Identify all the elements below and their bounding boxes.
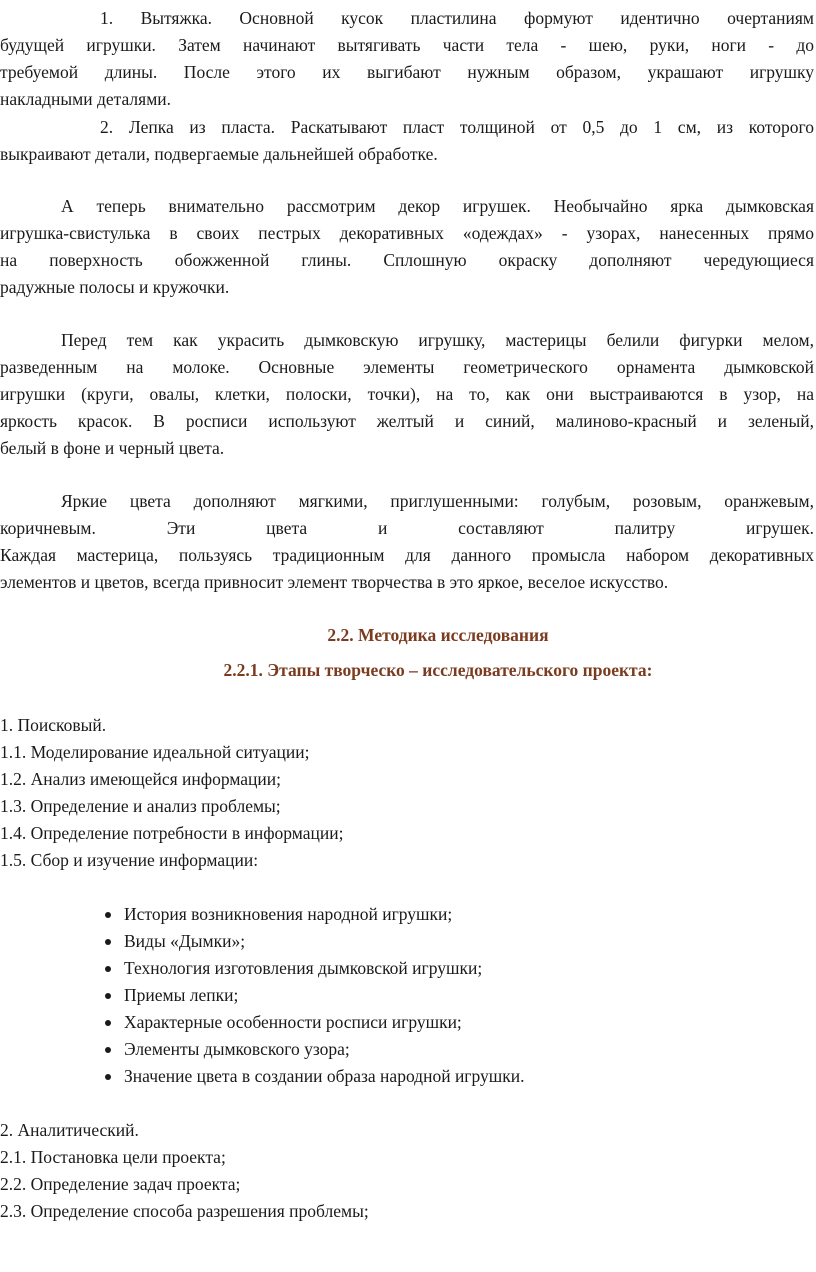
list-item: 1.2. Анализ имеющейся информации; <box>0 769 281 789</box>
list-item: 2.1. Постановка цели проекта; <box>0 1147 226 1167</box>
text-line: требуемой длины. После этого их выгибают нужным образом, украшают игрушку <box>0 62 814 82</box>
bullet-item: Значение цвета в создании образа народной игрушки. <box>124 1063 524 1090</box>
text-line: А теперь внимательно рассмотрим декор игрушек. Необычайно ярка дымковская <box>61 196 814 216</box>
bullet-item: Характерные особенности росписи игрушки; <box>124 1009 462 1036</box>
text-line: элементов и цветов, всегда привносит элемент творчества в это яркое, веселое искусство. <box>0 572 669 592</box>
list-item: 2.3. Определение способа разрешения проблемы; <box>0 1201 369 1221</box>
bullet-item: История возникновения народной игрушки; <box>124 901 452 928</box>
list-item: 1.4. Определение потребности в информации; <box>0 823 344 843</box>
step-lepka-iz-plasta <box>0 114 814 168</box>
text-line: будущей игрушки. Затем начинают вытягивать части тела - шею, руки, ноги - до <box>0 35 814 55</box>
text-line: Яркие цвета дополняют мягкими, приглушенными: голубым, розовым, оранжевым, <box>61 491 814 511</box>
list-item: 1.3. Определение и анализ проблемы; <box>0 796 281 816</box>
text-line: радужные полосы и кружочки. <box>0 277 230 297</box>
bullet-item: Виды «Дымки»; <box>124 928 245 955</box>
paragraph-painting <box>0 327 814 462</box>
paragraph-colors <box>0 488 814 596</box>
bullet-item: Элементы дымковского узора; <box>124 1036 350 1063</box>
text-line: разведенным на молоке. Основные элементы геометрического орнамента дымковской <box>0 357 814 377</box>
list-item: 2.2. Определение задач проекта; <box>0 1174 241 1194</box>
stage2-title: 2. Аналитический. <box>0 1120 139 1140</box>
bullet-item: Приемы лепки; <box>124 982 238 1009</box>
bullet-item: Технология изготовления дымковской игрушки; <box>124 955 482 982</box>
text-line: коричневым. Эти цвета и составляют палитру игрушек. <box>0 518 814 538</box>
text-line: белый в фоне и черный цвета. <box>0 438 225 458</box>
text-line: Перед тем как украсить дымковскую игрушку, мастерицы белили фигурки мелом, <box>61 330 814 350</box>
subsection-heading: 2.2.1. Этапы творческо – исследовательского проекта: <box>223 660 653 680</box>
stage1-title: 1. Поисковый. <box>0 715 107 735</box>
text-line: выкраивают детали, подвергаемые дальнейшей обработке. <box>0 144 438 164</box>
text-line: яркость красок. В росписи используют желтый и синий, малиново-красный и зеленый, <box>0 411 814 431</box>
section-heading: 2.2. Методика исследования <box>327 625 549 645</box>
list-item: 1.5. Сбор и изучение информации: <box>0 850 259 870</box>
text-line: 2. Лепка из пласта. Раскатывают пласт толщиной от 0,5 до 1 см, из которого <box>100 117 814 137</box>
step-vytyazhka <box>0 5 814 113</box>
text-line: на поверхность обожженной глины. Сплошную окраску дополняют чередующиеся <box>0 250 814 270</box>
list-item: 1.1. Моделирование идеальной ситуации; <box>0 742 310 762</box>
text-line: Каждая мастерица, пользуясь традиционным для данного промысла набором декоративных <box>0 545 814 565</box>
paragraph-decor <box>0 193 814 301</box>
text-line: игрушки (круги, овалы, клетки, полоски, точки), на то, как они выстраиваются в узор, на <box>0 384 814 404</box>
text-line: игрушка-свистулька в своих пестрых декоративных «одеждах» - узорах, нанесенных прямо <box>0 223 814 243</box>
text-line: накладными деталями. <box>0 89 172 109</box>
text-line: 1. Вытяжка. Основной кусок пластилина формуют идентично очертаниям <box>100 8 814 28</box>
